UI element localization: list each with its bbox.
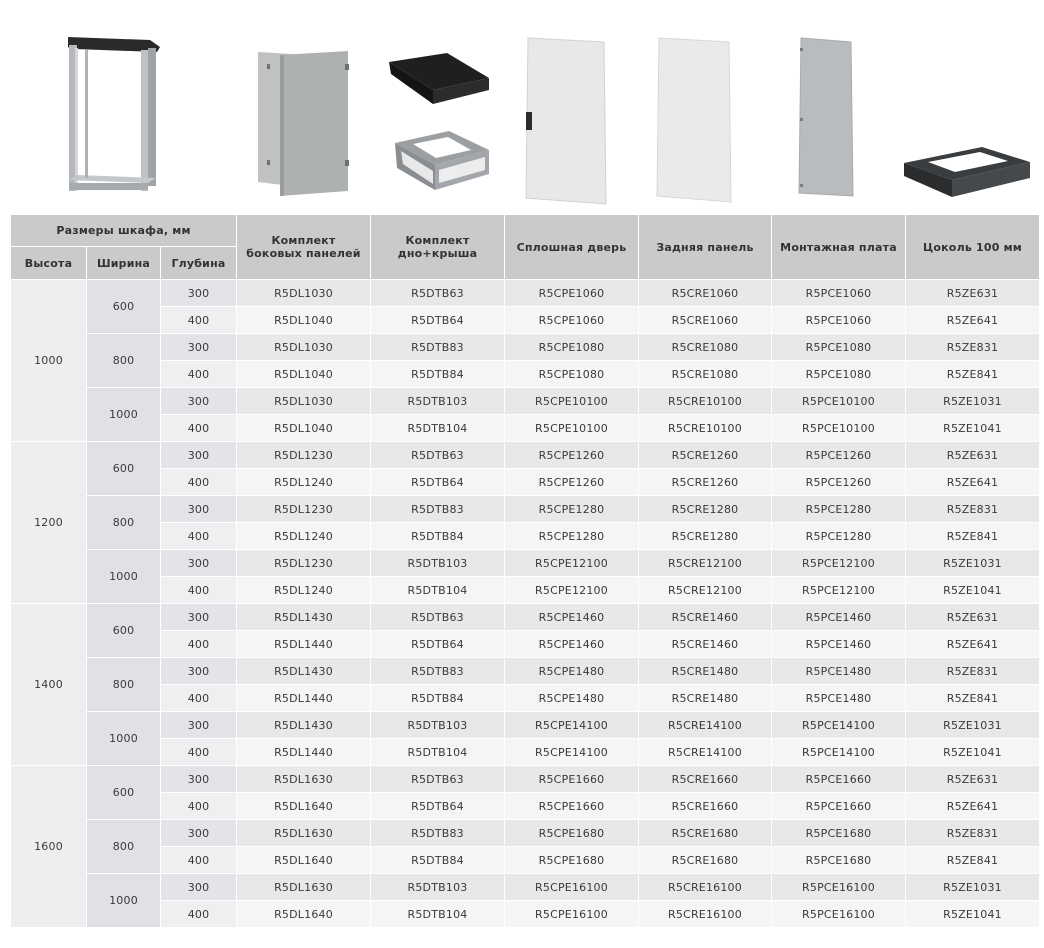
code-cell-floor-roof: R5DTB103: [371, 388, 505, 415]
code-cell-floor-roof: R5DTB64: [371, 469, 505, 496]
depth-cell: 400: [161, 523, 237, 550]
code-cell-rear-panel: R5CRE1460: [639, 631, 772, 658]
depth-header: Глубина: [161, 247, 237, 280]
code-cell-mounting-plate: R5PCE14100: [772, 739, 906, 766]
width-cell: 1000: [87, 874, 161, 928]
code-cell-rear-panel: R5CRE1480: [639, 685, 772, 712]
code-cell-solid-door: R5CPE1280: [505, 496, 639, 523]
floor-roof-kit-icon: [385, 0, 495, 212]
table-row: [11, 442, 1040, 469]
code-cell-plinth: R5ZE641: [906, 307, 1040, 334]
code-cell-plinth: R5ZE831: [906, 496, 1040, 523]
code-cell-side-panels: R5DL1030: [237, 334, 371, 361]
depth-cell: 300: [161, 874, 237, 901]
code-cell-floor-roof: R5DTB83: [371, 496, 505, 523]
code-cell-solid-door: R5CPE12100: [505, 577, 639, 604]
table-row: [11, 712, 1040, 739]
code-cell-floor-roof: R5DTB84: [371, 523, 505, 550]
table-row: [11, 658, 1040, 685]
code-cell-mounting-plate: R5PCE1060: [772, 280, 906, 307]
code-cell-side-panels: R5DL1230: [237, 550, 371, 577]
width-cell: 1000: [87, 550, 161, 604]
code-cell-side-panels: R5DL1230: [237, 496, 371, 523]
code-cell-plinth: R5ZE831: [906, 820, 1040, 847]
width-cell: 600: [87, 766, 161, 820]
code-cell-floor-roof: R5DTB104: [371, 739, 505, 766]
depth-cell: 400: [161, 793, 237, 820]
code-cell-solid-door: R5CPE1080: [505, 361, 639, 388]
code-cell-solid-door: R5CPE14100: [505, 712, 639, 739]
code-cell-mounting-plate: R5PCE1060: [772, 307, 906, 334]
plinth-icon: [900, 0, 1040, 212]
code-cell-side-panels: R5DL1640: [237, 901, 371, 928]
width-cell: 600: [87, 280, 161, 334]
depth-cell: 400: [161, 685, 237, 712]
code-cell-mounting-plate: R5PCE16100: [772, 874, 906, 901]
code-cell-floor-roof: R5DTB63: [371, 280, 505, 307]
code-cell-floor-roof: R5DTB83: [371, 658, 505, 685]
code-cell-solid-door: R5CPE1260: [505, 469, 639, 496]
product-header-mounting-plate: Монтажная плата: [772, 215, 906, 280]
depth-cell: 300: [161, 550, 237, 577]
code-cell-floor-roof: R5DTB104: [371, 415, 505, 442]
code-cell-mounting-plate: R5PCE1680: [772, 847, 906, 874]
width-cell: 600: [87, 442, 161, 496]
width-header: Ширина: [87, 247, 161, 280]
code-cell-side-panels: R5DL1630: [237, 820, 371, 847]
code-cell-solid-door: R5CPE10100: [505, 388, 639, 415]
table-row: [11, 631, 1040, 658]
code-cell-plinth: R5ZE1041: [906, 577, 1040, 604]
code-cell-plinth: R5ZE1031: [906, 550, 1040, 577]
code-cell-floor-roof: R5DTB104: [371, 901, 505, 928]
code-cell-floor-roof: R5DTB64: [371, 631, 505, 658]
code-cell-rear-panel: R5CRE1280: [639, 523, 772, 550]
table-row: [11, 496, 1040, 523]
code-cell-solid-door: R5CPE1660: [505, 766, 639, 793]
code-cell-plinth: R5ZE1031: [906, 874, 1040, 901]
code-cell-side-panels: R5DL1440: [237, 631, 371, 658]
code-cell-rear-panel: R5CRE1080: [639, 361, 772, 388]
code-cell-solid-door: R5CPE1080: [505, 334, 639, 361]
code-cell-rear-panel: R5CRE16100: [639, 874, 772, 901]
code-cell-floor-roof: R5DTB83: [371, 820, 505, 847]
table-row: [11, 793, 1040, 820]
table-row: [11, 577, 1040, 604]
code-cell-side-panels: R5DL1430: [237, 604, 371, 631]
code-cell-rear-panel: R5CRE1460: [639, 604, 772, 631]
code-cell-side-panels: R5DL1630: [237, 874, 371, 901]
depth-cell: 300: [161, 604, 237, 631]
depth-cell: 300: [161, 442, 237, 469]
code-cell-side-panels: R5DL1440: [237, 739, 371, 766]
product-header-plinth: Цоколь 100 мм: [906, 215, 1040, 280]
code-cell-solid-door: R5CPE1660: [505, 793, 639, 820]
code-cell-side-panels: R5DL1040: [237, 415, 371, 442]
code-cell-floor-roof: R5DTB103: [371, 874, 505, 901]
table-row: [11, 820, 1040, 847]
width-cell: 800: [87, 658, 161, 712]
code-cell-plinth: R5ZE641: [906, 793, 1040, 820]
code-cell-plinth: R5ZE641: [906, 469, 1040, 496]
code-cell-floor-roof: R5DTB84: [371, 361, 505, 388]
table-row: [11, 523, 1040, 550]
code-cell-rear-panel: R5CRE1660: [639, 793, 772, 820]
code-cell-rear-panel: R5CRE1060: [639, 280, 772, 307]
code-cell-rear-panel: R5CRE12100: [639, 577, 772, 604]
code-cell-plinth: R5ZE631: [906, 766, 1040, 793]
solid-door-icon: [520, 0, 610, 212]
side-panels-icon: [250, 0, 360, 212]
depth-cell: 400: [161, 307, 237, 334]
code-cell-solid-door: R5CPE1460: [505, 604, 639, 631]
table-row: [11, 361, 1040, 388]
code-cell-rear-panel: R5CRE1480: [639, 658, 772, 685]
code-cell-plinth: R5ZE1041: [906, 901, 1040, 928]
code-cell-mounting-plate: R5PCE1260: [772, 469, 906, 496]
width-cell: 800: [87, 496, 161, 550]
code-cell-mounting-plate: R5PCE1260: [772, 442, 906, 469]
depth-cell: 300: [161, 334, 237, 361]
code-cell-plinth: R5ZE831: [906, 658, 1040, 685]
product-header-floor-roof: Комплект дно+крыша: [371, 215, 505, 280]
code-cell-solid-door: R5CPE16100: [505, 901, 639, 928]
code-cell-side-panels: R5DL1440: [237, 685, 371, 712]
depth-cell: 400: [161, 847, 237, 874]
height-cell: 1400: [11, 604, 87, 766]
table-row: [11, 280, 1040, 307]
code-cell-plinth: R5ZE1031: [906, 388, 1040, 415]
code-cell-side-panels: R5DL1640: [237, 847, 371, 874]
width-cell: 800: [87, 334, 161, 388]
code-cell-side-panels: R5DL1640: [237, 793, 371, 820]
code-cell-mounting-plate: R5PCE12100: [772, 577, 906, 604]
code-cell-mounting-plate: R5PCE1460: [772, 604, 906, 631]
depth-cell: 300: [161, 280, 237, 307]
code-cell-floor-roof: R5DTB84: [371, 685, 505, 712]
code-cell-mounting-plate: R5PCE10100: [772, 388, 906, 415]
table-row: [11, 901, 1040, 928]
code-cell-side-panels: R5DL1630: [237, 766, 371, 793]
code-cell-mounting-plate: R5PCE1660: [772, 766, 906, 793]
depth-cell: 400: [161, 901, 237, 928]
height-cell: 1600: [11, 766, 87, 928]
rear-panel-icon: [653, 0, 743, 212]
table-row: [11, 469, 1040, 496]
depth-cell: 400: [161, 739, 237, 766]
code-cell-mounting-plate: R5PCE1280: [772, 496, 906, 523]
code-cell-plinth: R5ZE631: [906, 604, 1040, 631]
product-header-rear-panel: Задняя панель: [639, 215, 772, 280]
cabinet-frame-icon: [55, 0, 175, 212]
depth-cell: 300: [161, 766, 237, 793]
height-cell: 1200: [11, 442, 87, 604]
code-cell-side-panels: R5DL1430: [237, 658, 371, 685]
code-cell-plinth: R5ZE631: [906, 280, 1040, 307]
code-cell-plinth: R5ZE1041: [906, 739, 1040, 766]
depth-cell: 400: [161, 577, 237, 604]
code-cell-side-panels: R5DL1240: [237, 577, 371, 604]
code-cell-floor-roof: R5DTB64: [371, 307, 505, 334]
product-images-strip: [0, 0, 1044, 212]
depth-cell: 300: [161, 712, 237, 739]
code-cell-plinth: R5ZE841: [906, 361, 1040, 388]
code-cell-solid-door: R5CPE10100: [505, 415, 639, 442]
code-cell-floor-roof: R5DTB63: [371, 604, 505, 631]
code-cell-solid-door: R5CPE1460: [505, 631, 639, 658]
code-cell-mounting-plate: R5PCE1280: [772, 523, 906, 550]
code-cell-side-panels: R5DL1030: [237, 388, 371, 415]
code-cell-floor-roof: R5DTB84: [371, 847, 505, 874]
code-cell-mounting-plate: R5PCE12100: [772, 550, 906, 577]
table-row: [11, 604, 1040, 631]
code-cell-floor-roof: R5DTB103: [371, 712, 505, 739]
table-row: [11, 415, 1040, 442]
width-cell: 1000: [87, 712, 161, 766]
code-cell-floor-roof: R5DTB103: [371, 550, 505, 577]
code-cell-floor-roof: R5DTB64: [371, 793, 505, 820]
depth-cell: 400: [161, 631, 237, 658]
code-cell-floor-roof: R5DTB104: [371, 577, 505, 604]
table-row: [11, 739, 1040, 766]
height-cell: 1000: [11, 280, 87, 442]
code-cell-floor-roof: R5DTB83: [371, 334, 505, 361]
code-cell-plinth: R5ZE841: [906, 523, 1040, 550]
code-cell-side-panels: R5DL1240: [237, 523, 371, 550]
code-cell-side-panels: R5DL1040: [237, 361, 371, 388]
code-cell-solid-door: R5CPE1480: [505, 658, 639, 685]
table-row: [11, 307, 1040, 334]
depth-cell: 300: [161, 388, 237, 415]
code-cell-rear-panel: R5CRE10100: [639, 415, 772, 442]
code-cell-mounting-plate: R5PCE1080: [772, 361, 906, 388]
depth-cell: 300: [161, 820, 237, 847]
code-cell-rear-panel: R5CRE1260: [639, 442, 772, 469]
code-cell-side-panels: R5DL1040: [237, 307, 371, 334]
code-cell-plinth: R5ZE841: [906, 847, 1040, 874]
height-header: Высота: [11, 247, 87, 280]
code-cell-side-panels: R5DL1030: [237, 280, 371, 307]
code-cell-plinth: R5ZE841: [906, 685, 1040, 712]
code-cell-mounting-plate: R5PCE10100: [772, 415, 906, 442]
code-cell-mounting-plate: R5PCE16100: [772, 901, 906, 928]
table-row: [11, 766, 1040, 793]
code-cell-floor-roof: R5DTB63: [371, 442, 505, 469]
code-cell-solid-door: R5CPE16100: [505, 874, 639, 901]
depth-cell: 400: [161, 469, 237, 496]
code-cell-rear-panel: R5CRE16100: [639, 901, 772, 928]
code-cell-rear-panel: R5CRE14100: [639, 739, 772, 766]
code-cell-solid-door: R5CPE12100: [505, 550, 639, 577]
width-cell: 800: [87, 820, 161, 874]
mounting-plate-icon: [795, 0, 865, 212]
depth-cell: 400: [161, 415, 237, 442]
depth-cell: 400: [161, 361, 237, 388]
code-cell-mounting-plate: R5PCE1480: [772, 685, 906, 712]
code-cell-floor-roof: R5DTB63: [371, 766, 505, 793]
table-row: [11, 388, 1040, 415]
code-cell-plinth: R5ZE1041: [906, 415, 1040, 442]
table-row: [11, 847, 1040, 874]
code-cell-side-panels: R5DL1230: [237, 442, 371, 469]
code-cell-mounting-plate: R5PCE1480: [772, 658, 906, 685]
code-cell-rear-panel: R5CRE14100: [639, 712, 772, 739]
code-cell-rear-panel: R5CRE12100: [639, 550, 772, 577]
code-cell-side-panels: R5DL1430: [237, 712, 371, 739]
code-cell-mounting-plate: R5PCE14100: [772, 712, 906, 739]
product-header-solid-door: Сплошная дверь: [505, 215, 639, 280]
code-cell-side-panels: R5DL1240: [237, 469, 371, 496]
code-cell-solid-door: R5CPE1260: [505, 442, 639, 469]
code-cell-mounting-plate: R5PCE1680: [772, 820, 906, 847]
code-cell-plinth: R5ZE831: [906, 334, 1040, 361]
code-cell-mounting-plate: R5PCE1460: [772, 631, 906, 658]
depth-cell: 300: [161, 496, 237, 523]
table-body: [11, 280, 1040, 928]
compatibility-table: [10, 214, 1040, 928]
width-cell: 1000: [87, 388, 161, 442]
cabinet-size-header: Размеры шкафа, мм: [11, 215, 237, 247]
code-cell-rear-panel: R5CRE10100: [639, 388, 772, 415]
code-cell-solid-door: R5CPE1480: [505, 685, 639, 712]
code-cell-rear-panel: R5CRE1260: [639, 469, 772, 496]
width-cell: 600: [87, 604, 161, 658]
code-cell-rear-panel: R5CRE1280: [639, 496, 772, 523]
code-cell-solid-door: R5CPE1280: [505, 523, 639, 550]
code-cell-rear-panel: R5CRE1660: [639, 766, 772, 793]
code-cell-rear-panel: R5CRE1080: [639, 334, 772, 361]
code-cell-plinth: R5ZE1031: [906, 712, 1040, 739]
table-row: [11, 685, 1040, 712]
code-cell-plinth: R5ZE631: [906, 442, 1040, 469]
table-row: [11, 550, 1040, 577]
code-cell-mounting-plate: R5PCE1080: [772, 334, 906, 361]
table-row: [11, 334, 1040, 361]
code-cell-rear-panel: R5CRE1680: [639, 847, 772, 874]
code-cell-solid-door: R5CPE14100: [505, 739, 639, 766]
code-cell-mounting-plate: R5PCE1660: [772, 793, 906, 820]
code-cell-rear-panel: R5CRE1680: [639, 820, 772, 847]
depth-cell: 300: [161, 658, 237, 685]
code-cell-solid-door: R5CPE1680: [505, 847, 639, 874]
code-cell-solid-door: R5CPE1680: [505, 820, 639, 847]
table-row: [11, 874, 1040, 901]
code-cell-solid-door: R5CPE1060: [505, 280, 639, 307]
code-cell-plinth: R5ZE641: [906, 631, 1040, 658]
code-cell-solid-door: R5CPE1060: [505, 307, 639, 334]
code-cell-rear-panel: R5CRE1060: [639, 307, 772, 334]
product-header-side-panels: Комплект боковых панелей: [237, 215, 371, 280]
